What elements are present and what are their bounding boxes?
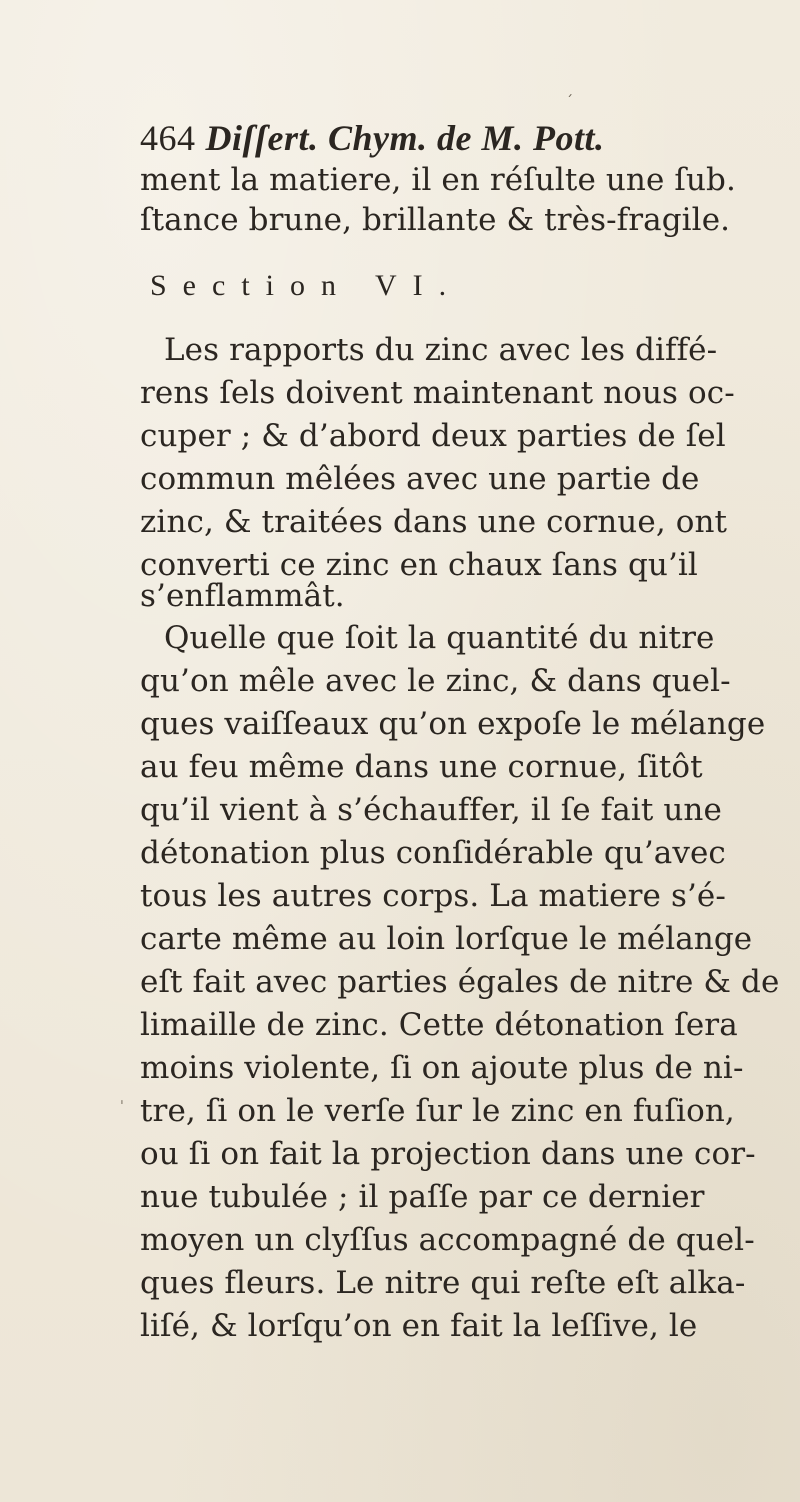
text-line: liſé, & lorſqu’on en fait la leſſive, le: [140, 1308, 698, 1344]
text-line: zinc, & traitées dans une cornue, ont: [140, 504, 728, 540]
ink-mark: ´: [566, 94, 573, 110]
text-line: limaille de zinc. Cette détonation ſera: [140, 1007, 738, 1043]
text-line: ment la matiere, il en réſulte une ſub.: [140, 162, 736, 198]
page-number: 464: [140, 118, 196, 158]
text-line: qu’on mêle avec le zinc, & dans quel-: [140, 663, 731, 699]
text-line: rens ſels doivent maintenant nous oc-: [140, 375, 735, 411]
text-line: ſtance brune, brillante & très-fragile.: [140, 202, 731, 238]
text-line: qu’il vient à s’échauffer, il ſe fait une: [140, 792, 722, 828]
text-line: ques fleurs. Le nitre qui reſte eſt alka-: [140, 1265, 746, 1301]
text-line: tous les autres corps. La matiere s’é-: [140, 878, 726, 914]
text-line: commun mêlées avec une partie de: [140, 461, 700, 497]
text-line: eſt fait avec parties égales de nitre & de: [140, 964, 780, 1000]
text-line: nue tubulée ; il paſſe par ce dernier: [140, 1179, 705, 1215]
text-line: converti ce zinc en chaux ſans qu’il: [140, 547, 698, 583]
ink-mark: ˌ: [120, 1090, 124, 1106]
text-line: moins violente, ſi on ajoute plus de ni-: [140, 1050, 744, 1086]
running-header: [140, 118, 604, 158]
text-line: Quelle que ſoit la quantité du nitre: [164, 620, 715, 656]
text-line: cuper ; & d’abord deux parties de ſel: [140, 418, 726, 454]
text-line: ques vaiſſeaux qu’on expoſe le mélange: [140, 706, 766, 742]
text-line: moyen un clyſſus accompagné de quel-: [140, 1222, 755, 1258]
text-line: Les rapports du zinc avec les diffé-: [164, 332, 718, 368]
text-line: au feu même dans une cornue, ſitôt: [140, 749, 703, 785]
running-title: Diſſert. Chym. de M. Pott.: [205, 118, 605, 158]
text-line: tre, ſi on le verſe ſur le zinc en fuſion,: [140, 1093, 735, 1129]
section-heading: Section VI.: [150, 269, 463, 302]
text-line: détonation plus conſidérable qu’avec: [140, 835, 726, 871]
text-line: ou ſi on fait la projection dans une cor-: [140, 1136, 756, 1172]
text-line: s’enflammât.: [140, 578, 345, 614]
text-line: carte même au loin lorſque le mélange: [140, 921, 753, 957]
